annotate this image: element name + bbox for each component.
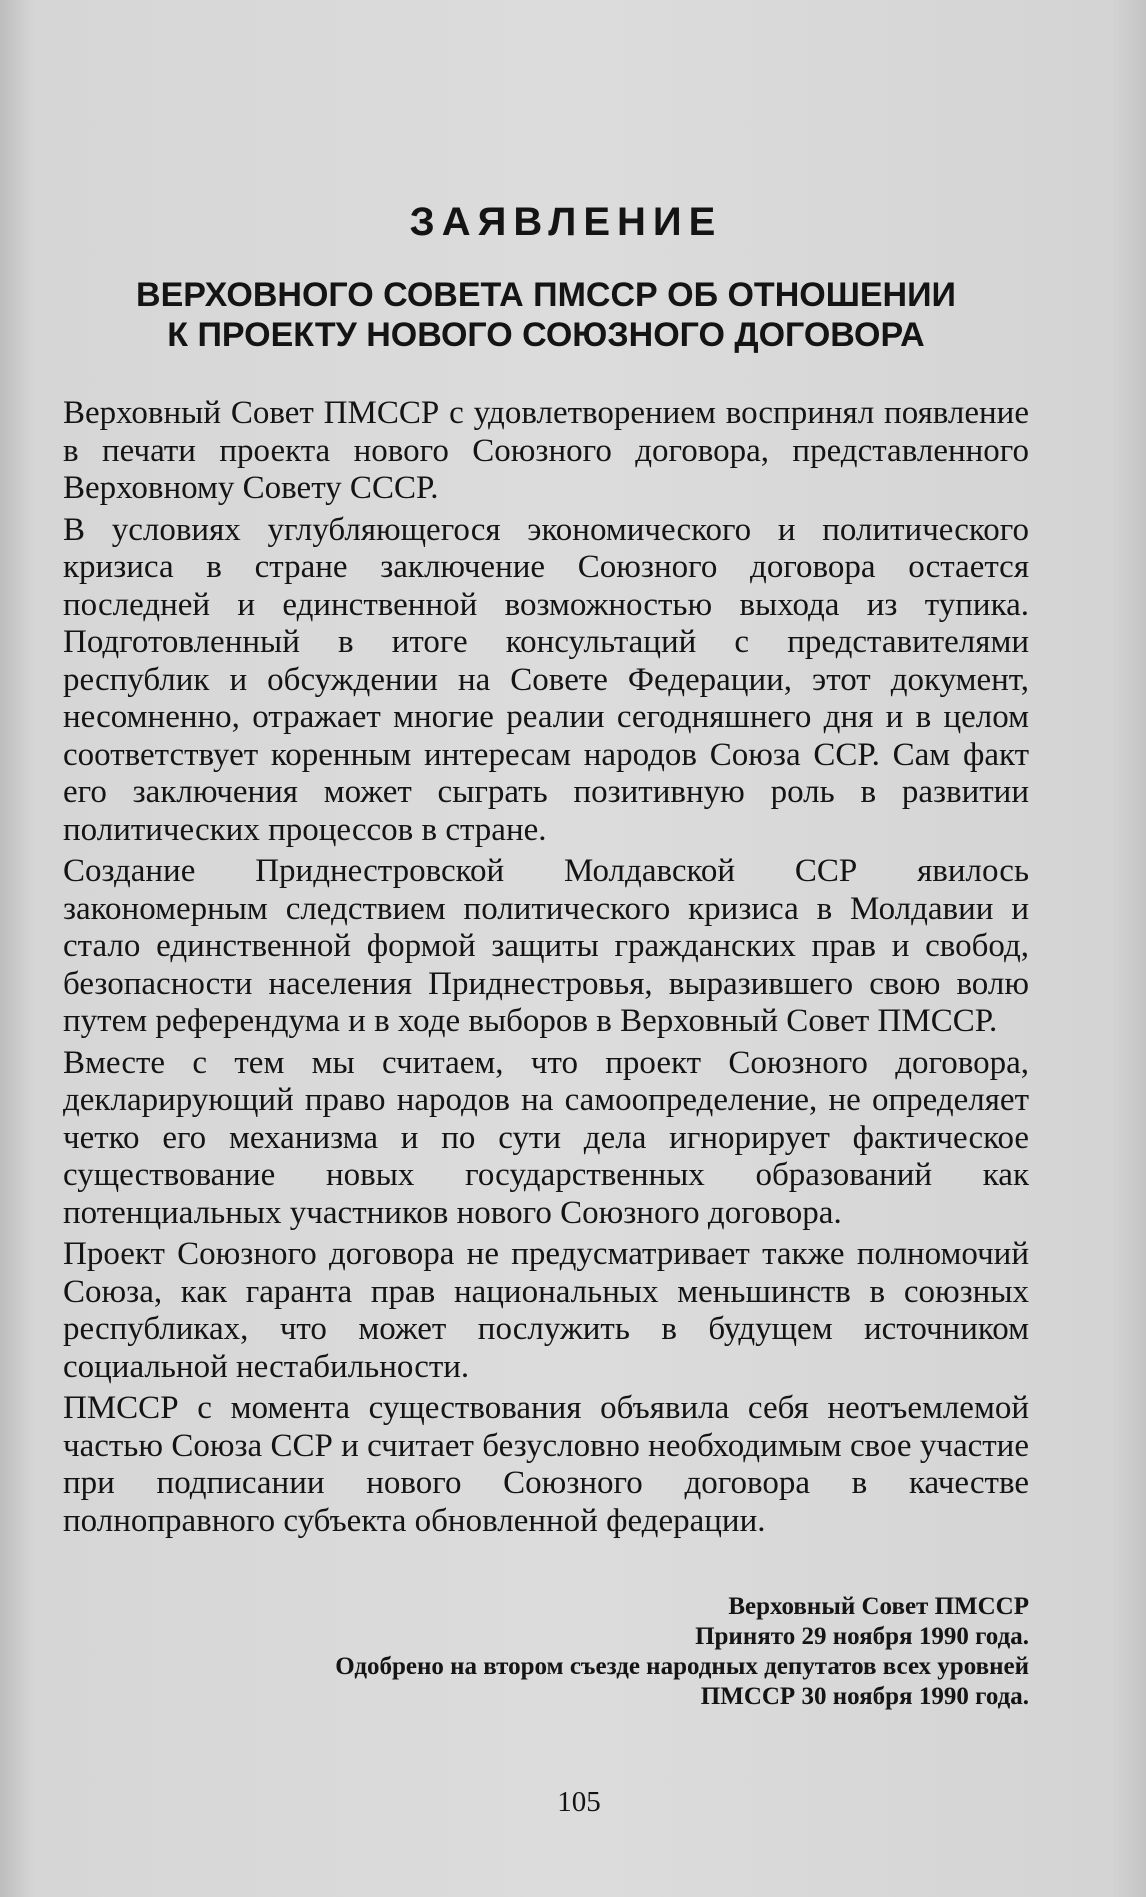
body-paragraph: Вместе с тем мы считаем, что проект Союзного договора, декларирующий право народов на самоопределение, не определяет четко его механизма и по сути дела игнорирует фактическое существование новых государственных образований как потенциальных участников нового Союзного договора. bbox=[63, 1044, 1029, 1231]
document-content bbox=[63, 200, 1029, 1712]
body-paragraph: Верховный Совет ПМССР с удовлетворением воспринял появление в печати проекта нового Союзного договора, представленного Верховному Совету СССР. bbox=[63, 395, 1029, 506]
signature-block bbox=[63, 1592, 1029, 1712]
body-paragraph: Создание Приднестровской Молдавской ССР явилось закономерным следствием политического кризиса в Молдавии и стало единственной формой защиты гражданских прав и свобод, безопасности населения Приднестровья, выразившего свою волю путем референдума и в ходе выборов в Верховный Совет ПМССР. bbox=[63, 853, 1029, 1039]
signature-approval: Одобрено на втором съезде народных депутатов всех уровней bbox=[335, 1653, 1029, 1680]
subtitle-line: К ПРОЕКТУ НОВОГО СОЮЗНОГО ДОГОВОРА bbox=[167, 316, 925, 354]
subtitle-line: ВЕРХОВНОГО СОВЕТА ПМССР ОБ ОТНОШЕНИИ bbox=[136, 276, 956, 314]
document-title: ЗАЯВЛЕНИЕ bbox=[409, 200, 723, 244]
document-body bbox=[63, 395, 1029, 1540]
document-subtitle bbox=[63, 275, 1029, 355]
signature-adopted-date: Принято 29 ноября 1990 года. bbox=[695, 1623, 1029, 1650]
signature-approval-date: ПМССР 30 ноября 1990 года. bbox=[700, 1683, 1029, 1710]
body-paragraph: В условиях углубляющегося экономического и политического кризиса в стране заключение Союзного договора остается последней и единственной возможностью выхода из тупика. Подготовленный в итоге консультаций с представителями республик и обсуждении на Совете Федерации, этот документ, несомненно, отражает многие реалии сегодняшнего дня и в целом соответствует коренным интересам народов Союза ССР. Сам факт его заключения может сыграть позитивную роль в развитии политических процессов в стране. bbox=[63, 511, 1029, 848]
body-paragraph: Проект Союзного договора не предусматривает также полномочий Союза, как гаранта прав национальных меньшинств в союзных республиках, что может послужить в будущем источником социальной нестабильности. bbox=[63, 1236, 1029, 1385]
signature-issuer: Верховный Совет ПМССР bbox=[728, 1593, 1029, 1620]
page-number: 105 bbox=[557, 1786, 601, 1818]
body-paragraph: ПМССР с момента существования объявила себя неотъемлемой частью Союза ССР и считает безусловно необходимым свое участие при подписании нового Союзного договора в качестве полноправного субъекта обновленной федерации. bbox=[63, 1390, 1029, 1539]
